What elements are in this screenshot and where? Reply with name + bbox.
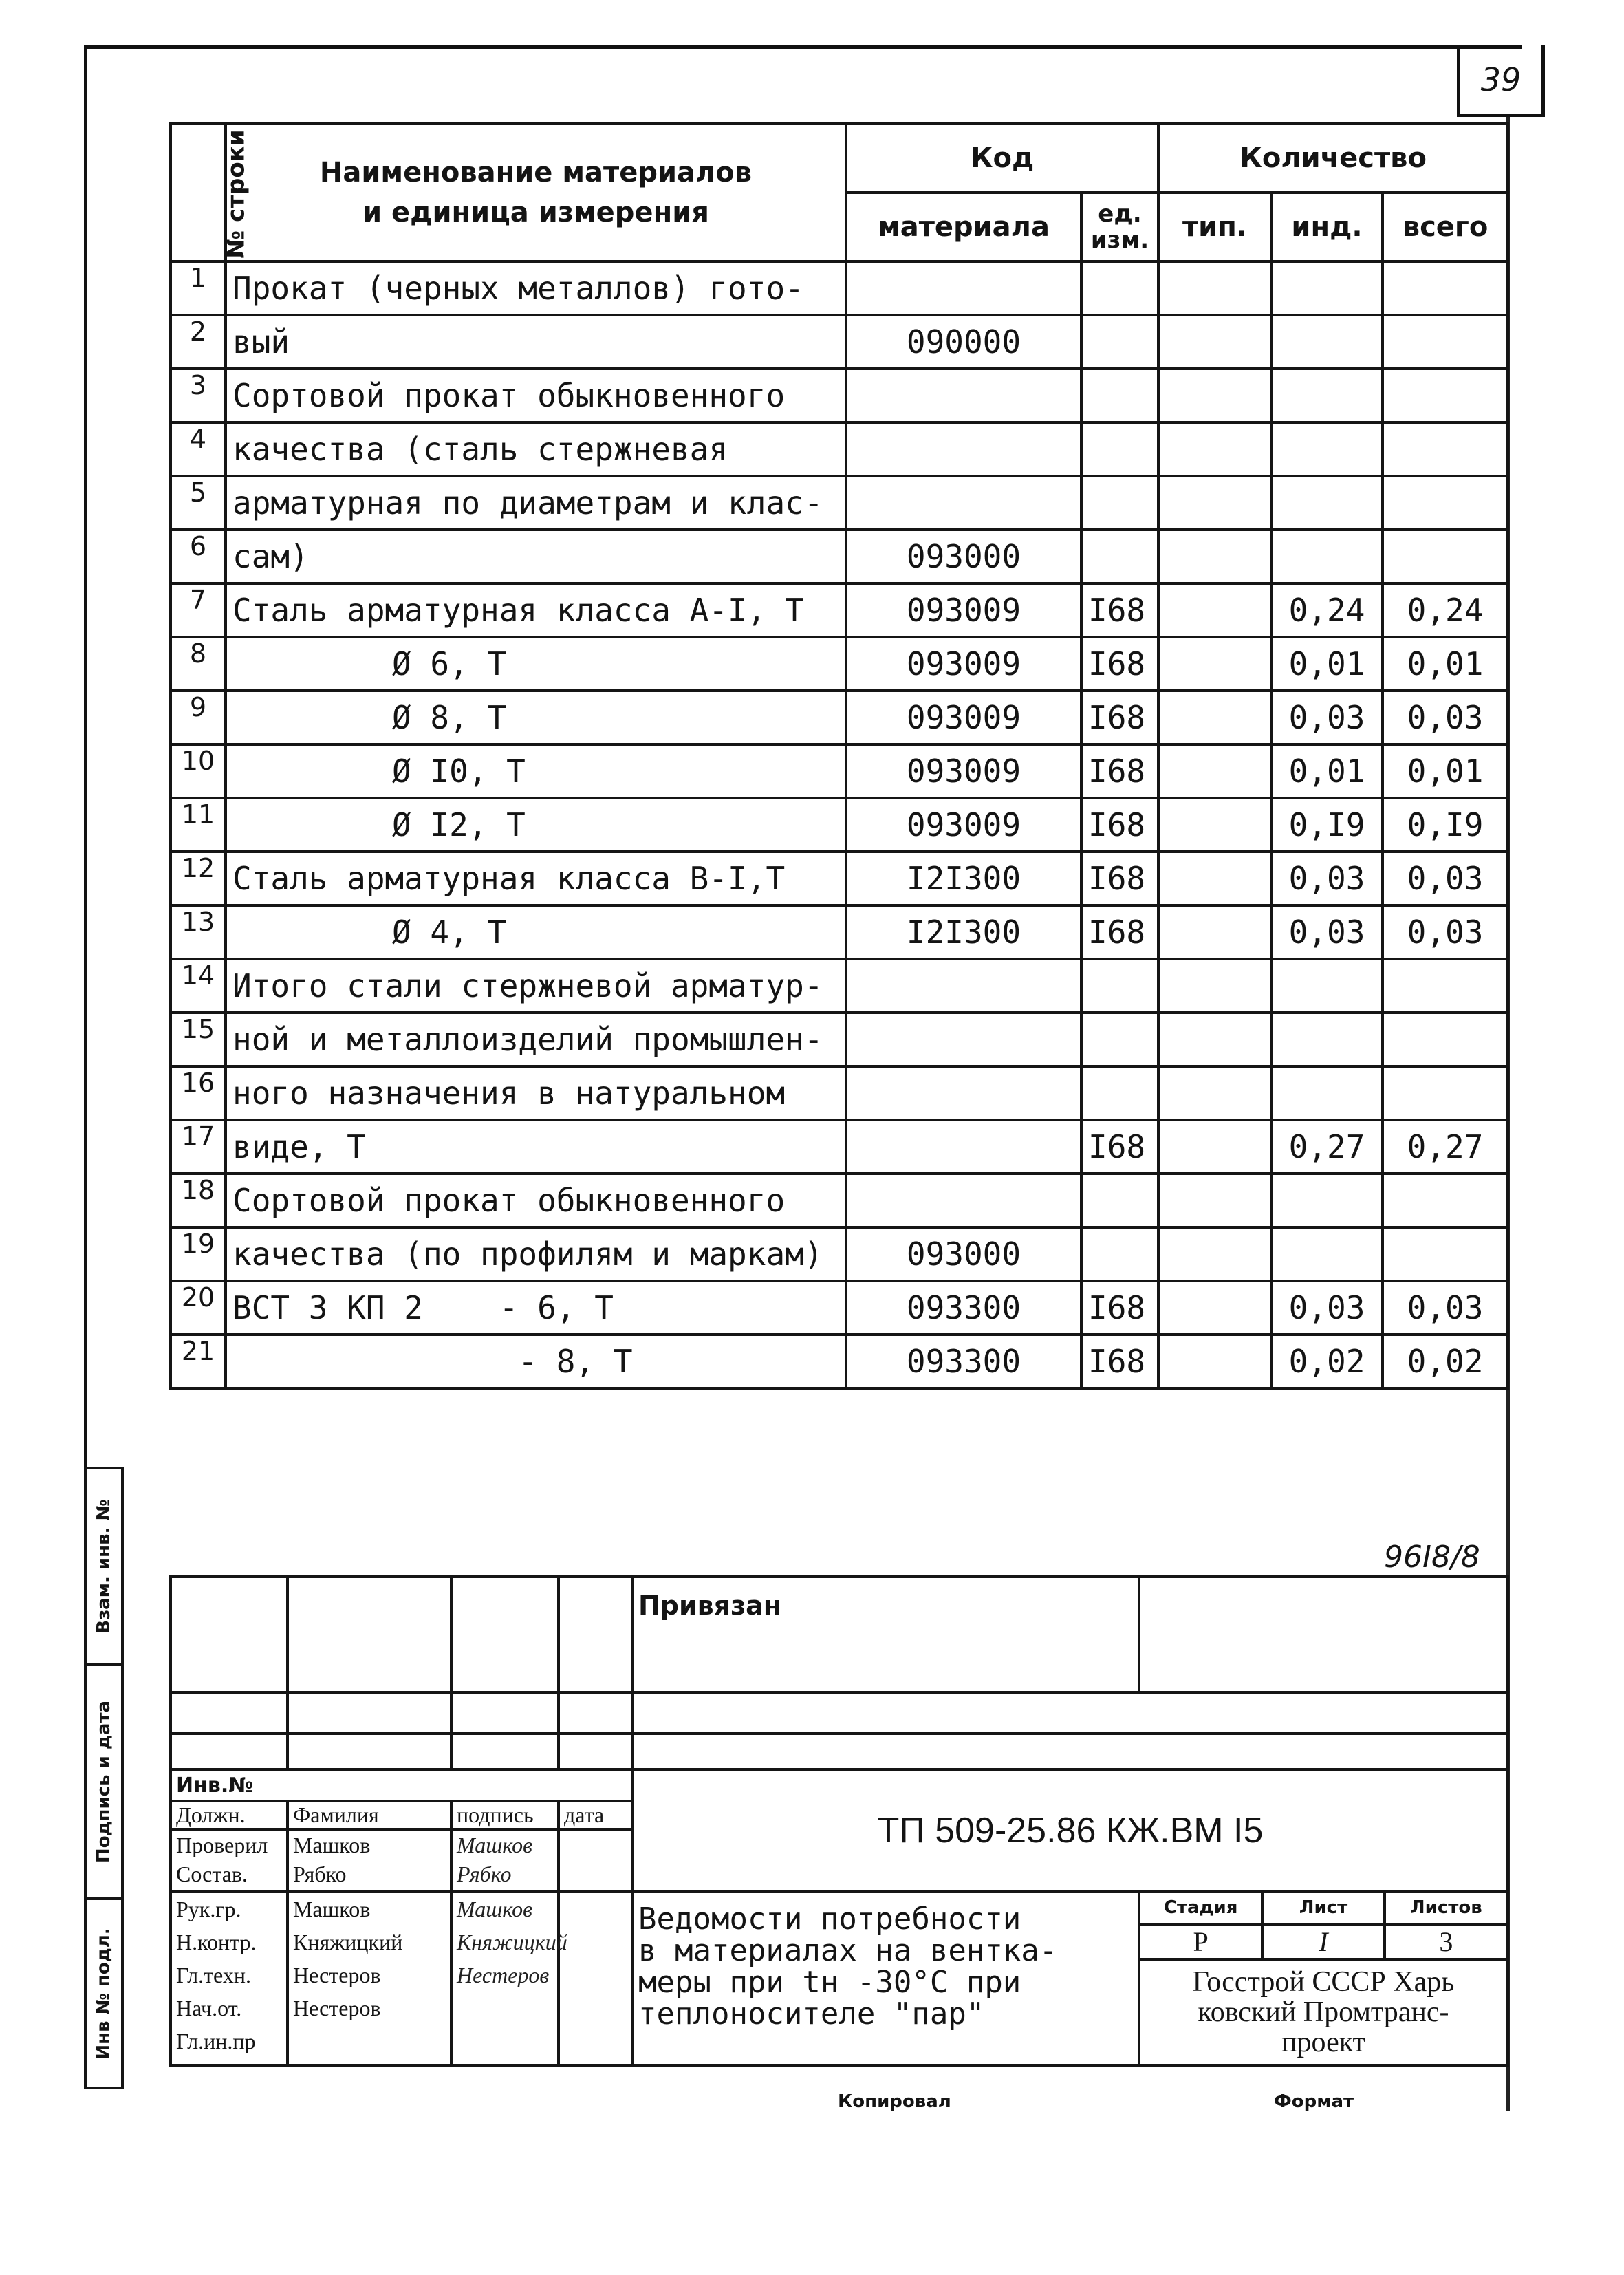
material-name: - 8, Т [226, 1335, 846, 1388]
sheet-label: Лист [1262, 1893, 1384, 1924]
table-row [171, 1174, 1508, 1227]
row-number: 12 [171, 852, 226, 905]
unit-code [1081, 422, 1158, 476]
material-name: Сортовой прокат обыкновенного [226, 369, 846, 422]
qty-typ [1158, 583, 1271, 637]
material-name: Итого стали стержневой арматур- [226, 959, 846, 1013]
role-2: Рук.гр. [176, 1897, 241, 1921]
title-block [169, 1575, 1509, 2067]
qty-typ [1158, 1174, 1271, 1227]
qty-typ [1158, 1335, 1271, 1388]
material-code: 093009 [846, 637, 1081, 691]
unit-code: I68 [1081, 1281, 1158, 1335]
table-row [171, 959, 1508, 1013]
qty-typ [1158, 530, 1271, 583]
qty-ind: 0,01 [1271, 637, 1383, 691]
unit-code: I68 [1081, 637, 1158, 691]
row-number: 7 [171, 583, 226, 637]
material-name: ной и металлоизделий промышлен- [226, 1013, 846, 1066]
material-code [846, 369, 1081, 422]
footer-format: Формат [1274, 2091, 1354, 2112]
header-total: всего [1383, 193, 1508, 261]
material-name: ного назначения в натуральном [226, 1066, 846, 1120]
row-number: 5 [171, 476, 226, 530]
qty-total: 0,01 [1383, 744, 1508, 798]
material-code [846, 476, 1081, 530]
table-row [171, 315, 1508, 369]
inv-no-label: Инв.№ [171, 1769, 633, 1801]
qty-typ [1158, 1013, 1271, 1066]
row-number: 15 [171, 1013, 226, 1066]
table-row [171, 852, 1508, 905]
qty-ind: 0,I9 [1271, 798, 1383, 852]
qty-ind [1271, 1227, 1383, 1281]
unit-code: I68 [1081, 1335, 1158, 1388]
material-code: 093300 [846, 1281, 1081, 1335]
role-4: Гл.техн. [176, 1963, 251, 1987]
qty-typ [1158, 422, 1271, 476]
header-row-no: № строки [171, 124, 226, 261]
qty-ind [1271, 1013, 1383, 1066]
qty-total: 0,03 [1383, 1281, 1508, 1335]
qty-ind [1271, 369, 1383, 422]
signature-0: Машков [457, 1833, 532, 1857]
col-position: Должн. [171, 1801, 288, 1829]
qty-typ [1158, 315, 1271, 369]
surname-3: Княжицкий [293, 1930, 403, 1954]
qty-total: 0,03 [1383, 691, 1508, 744]
materials-table [169, 122, 1509, 1390]
header-name: Наименование материалов и единица измерения [226, 124, 846, 261]
surname-0: Машков [293, 1833, 371, 1857]
signature-1: Рябко [457, 1862, 512, 1886]
qty-total [1383, 959, 1508, 1013]
material-name: качества (сталь стержневая [226, 422, 846, 476]
material-code: 093000 [846, 530, 1081, 583]
qty-typ [1158, 476, 1271, 530]
row-number: 2 [171, 315, 226, 369]
qty-total [1383, 530, 1508, 583]
row-number: 18 [171, 1174, 226, 1227]
unit-code: I68 [1081, 905, 1158, 959]
qty-total [1383, 1013, 1508, 1066]
unit-code: I68 [1081, 744, 1158, 798]
material-name: виде, Т [226, 1120, 846, 1174]
header-quantity: Количество [1158, 124, 1508, 193]
material-name: Ø 8, Т [226, 691, 846, 744]
unit-code [1081, 1174, 1158, 1227]
table-row [171, 1335, 1508, 1388]
material-name: Сталь арматурная класса А-I, Т [226, 583, 846, 637]
qty-total: 0,24 [1383, 583, 1508, 637]
unit-code [1081, 369, 1158, 422]
qty-typ [1158, 1281, 1271, 1335]
material-code [846, 959, 1081, 1013]
material-code [846, 261, 1081, 315]
inv-podl-cell: Инв № подл. [84, 1897, 124, 2089]
document-reference: 96I8/8 [1384, 1540, 1480, 1575]
material-name: Сталь арматурная класса В-I,Т [226, 852, 846, 905]
surname-5: Нестеров [293, 1963, 381, 1987]
unit-code [1081, 530, 1158, 583]
material-code: 093009 [846, 744, 1081, 798]
qty-total [1383, 315, 1508, 369]
unit-code [1081, 1066, 1158, 1120]
qty-ind [1271, 476, 1383, 530]
unit-code [1081, 476, 1158, 530]
privyazan-label: Привязан [633, 1577, 1139, 1692]
header-material: материала [846, 193, 1081, 261]
signature-3: Княжицкий [457, 1930, 567, 1954]
qty-typ [1158, 637, 1271, 691]
qty-total: 0,01 [1383, 637, 1508, 691]
material-code: 093000 [846, 1227, 1081, 1281]
material-code: 093009 [846, 691, 1081, 744]
qty-ind [1271, 315, 1383, 369]
col-surname: Фамилия [288, 1801, 451, 1829]
row-number: 17 [171, 1120, 226, 1174]
material-code [846, 1013, 1081, 1066]
table-row [171, 422, 1508, 476]
table-row [171, 905, 1508, 959]
material-name: Ø I2, Т [226, 798, 846, 852]
row-number: 6 [171, 530, 226, 583]
table-row [171, 261, 1508, 315]
row-number: 4 [171, 422, 226, 476]
designation: ТП 509-25.86 КЖ.ВМ I5 [633, 1769, 1508, 1891]
signature-5: Нестеров [457, 1963, 550, 1987]
header-ind: инд. [1271, 193, 1383, 261]
material-name: сам) [226, 530, 846, 583]
table-row [171, 530, 1508, 583]
unit-code [1081, 959, 1158, 1013]
role-0: Проверил [176, 1833, 268, 1857]
qty-typ [1158, 1066, 1271, 1120]
material-code [846, 422, 1081, 476]
qty-typ [1158, 1227, 1271, 1281]
qty-typ [1158, 691, 1271, 744]
qty-total [1383, 476, 1508, 530]
unit-code: I68 [1081, 852, 1158, 905]
sheets-label: Листов [1385, 1893, 1506, 1924]
unit-code: I68 [1081, 583, 1158, 637]
role-6: Гл.ин.пр [176, 2029, 256, 2053]
table-row [171, 476, 1508, 530]
material-name: Ø 4, Т [226, 905, 846, 959]
qty-ind: 0,02 [1271, 1335, 1383, 1388]
qty-ind [1271, 261, 1383, 315]
qty-ind [1271, 1174, 1383, 1227]
material-name: Сортовой прокат обыкновенного [226, 1174, 846, 1227]
qty-typ [1158, 1120, 1271, 1174]
qty-total: 0,03 [1383, 905, 1508, 959]
material-code: I2I300 [846, 905, 1081, 959]
surname-2: Машков [293, 1897, 371, 1921]
material-name: качества (по профилям и маркам) [226, 1227, 846, 1281]
qty-ind [1271, 1066, 1383, 1120]
qty-total [1383, 1227, 1508, 1281]
footer-copied: Копировал [838, 2091, 951, 2112]
material-code: 093009 [846, 798, 1081, 852]
role-3: Н.контр. [176, 1930, 257, 1954]
qty-ind: 0,03 [1271, 905, 1383, 959]
role-5: Нач.от. [176, 1996, 242, 2020]
unit-code [1081, 315, 1158, 369]
unit-code [1081, 261, 1158, 315]
material-name: вый [226, 315, 846, 369]
qty-ind [1271, 959, 1383, 1013]
qty-typ [1158, 261, 1271, 315]
material-code: I2I300 [846, 852, 1081, 905]
surname-1: Рябко [293, 1862, 347, 1886]
row-number: 21 [171, 1335, 226, 1388]
unit-code: I68 [1081, 1120, 1158, 1174]
qty-ind [1271, 530, 1383, 583]
page-number: 39 [1457, 45, 1545, 117]
organization: Госстрой СССР Харь ковский Промтранс- проект [1192, 1966, 1455, 2058]
stage-label: Стадия [1140, 1893, 1262, 1924]
col-date: дата [559, 1801, 633, 1829]
material-code [846, 1066, 1081, 1120]
qty-ind [1271, 422, 1383, 476]
row-number: 14 [171, 959, 226, 1013]
qty-typ [1158, 852, 1271, 905]
table-row [171, 583, 1508, 637]
table-row [171, 798, 1508, 852]
material-name: арматурная по диаметрам и клас- [226, 476, 846, 530]
material-name: Прокат (черных металлов) гото- [226, 261, 846, 315]
qty-total: 0,27 [1383, 1120, 1508, 1174]
qty-typ [1158, 744, 1271, 798]
vzam-inv-cell: Взам. инв. № [84, 1467, 124, 1666]
qty-ind: 0,01 [1271, 744, 1383, 798]
qty-total [1383, 422, 1508, 476]
qty-total: 0,02 [1383, 1335, 1508, 1388]
signature-2: Машков [457, 1897, 532, 1921]
table-row [171, 369, 1508, 422]
qty-ind: 0,24 [1271, 583, 1383, 637]
qty-total [1383, 1174, 1508, 1227]
qty-total [1383, 1066, 1508, 1120]
row-number: 10 [171, 744, 226, 798]
qty-total [1383, 369, 1508, 422]
table-row [171, 744, 1508, 798]
row-number: 11 [171, 798, 226, 852]
material-name: Ø 6, Т [226, 637, 846, 691]
unit-code [1081, 1227, 1158, 1281]
table-row [171, 1281, 1508, 1335]
stage-value: Р [1140, 1924, 1262, 1959]
sheet-title: Ведомости потребности в материалах на вентка- меры при tн -30°С при теплоносителе "пар" [633, 1891, 1139, 2065]
unit-code: I68 [1081, 691, 1158, 744]
qty-total: 0,I9 [1383, 798, 1508, 852]
row-number: 9 [171, 691, 226, 744]
table-row [171, 691, 1508, 744]
qty-ind: 0,03 [1271, 691, 1383, 744]
row-number: 19 [171, 1227, 226, 1281]
row-number: 13 [171, 905, 226, 959]
qty-typ [1158, 959, 1271, 1013]
podpis-data-cell: Подпись и дата [84, 1663, 124, 1900]
unit-code [1081, 1013, 1158, 1066]
sheets-value: 3 [1385, 1924, 1506, 1959]
material-name: Ø I0, Т [226, 744, 846, 798]
table-row [171, 1120, 1508, 1174]
surname-6: Нестеров [293, 1996, 381, 2020]
material-code: 093300 [846, 1335, 1081, 1388]
row-number: 3 [171, 369, 226, 422]
material-code: 090000 [846, 315, 1081, 369]
table-row [171, 1227, 1508, 1281]
qty-ind: 0,03 [1271, 1281, 1383, 1335]
row-number: 16 [171, 1066, 226, 1120]
material-code: 093009 [846, 583, 1081, 637]
row-number: 8 [171, 637, 226, 691]
qty-typ [1158, 798, 1271, 852]
table-row [171, 1013, 1508, 1066]
row-number: 1 [171, 261, 226, 315]
side-stamp [84, 1467, 124, 2089]
sheet-value: I [1262, 1924, 1384, 1959]
qty-total [1383, 261, 1508, 315]
unit-code: I68 [1081, 798, 1158, 852]
table-row [171, 637, 1508, 691]
qty-typ [1158, 905, 1271, 959]
qty-total: 0,03 [1383, 852, 1508, 905]
qty-typ [1158, 369, 1271, 422]
material-code [846, 1174, 1081, 1227]
material-code [846, 1120, 1081, 1174]
header-unit: ед. изм. [1081, 193, 1158, 261]
qty-ind: 0,03 [1271, 852, 1383, 905]
header-code: Код [846, 124, 1158, 193]
col-signature: подпись [451, 1801, 559, 1829]
qty-ind: 0,27 [1271, 1120, 1383, 1174]
material-name: ВСТ 3 КП 2 - 6, Т [226, 1281, 846, 1335]
header-typ: тип. [1158, 193, 1271, 261]
role-1: Состав. [176, 1862, 248, 1886]
table-row [171, 1066, 1508, 1120]
row-number: 20 [171, 1281, 226, 1335]
